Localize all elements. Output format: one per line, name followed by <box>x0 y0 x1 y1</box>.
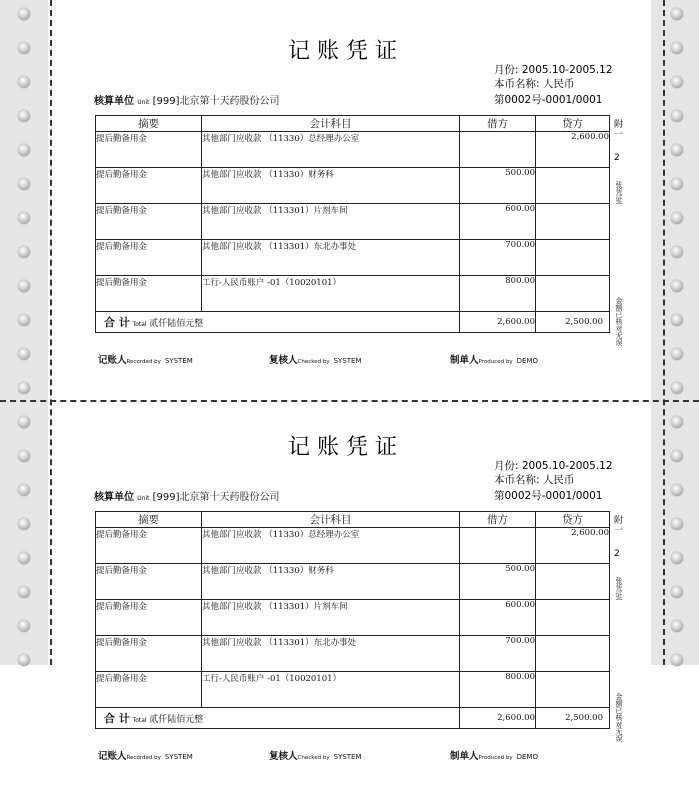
tractor-hole <box>671 212 683 224</box>
attach-dash: 一 <box>614 130 624 140</box>
right-perforation <box>663 0 665 665</box>
total-label: 合 计 <box>104 712 130 725</box>
header-debit: 借方 <box>460 512 536 528</box>
attach-label: 附 <box>614 516 624 526</box>
currency: 本币名称: 人民币 <box>494 78 575 90</box>
side-bottom-note: 金额已核对无误 <box>615 297 623 346</box>
reviewer-sub: Checked by <box>297 755 330 761</box>
row-credit <box>536 600 610 636</box>
header-credit: 贷方 <box>536 512 610 528</box>
attach-label: 附 <box>614 120 624 130</box>
period: 月份: 2005.10-2005.12 <box>494 460 613 472</box>
row-summary: 提后勤备用金 <box>96 528 202 564</box>
tractor-hole <box>18 484 30 496</box>
tractor-hole <box>671 348 683 360</box>
tractor-hole <box>18 110 30 122</box>
row-credit <box>536 564 610 600</box>
total-debit: 2,600.00 <box>460 708 536 729</box>
attach-word: 张凭证( <box>615 181 623 205</box>
maker-label: 制单人 <box>450 751 479 762</box>
tractor-hole <box>671 586 683 598</box>
row-debit: 800.00 <box>460 276 536 312</box>
tractor-hole <box>18 212 30 224</box>
row-credit <box>536 168 610 204</box>
bookkeeper-label: 记账人 <box>98 751 127 762</box>
unit-value: [999]北京第十天药股份公司 <box>152 492 280 503</box>
total-debit: 2,600.00 <box>460 312 536 333</box>
bookkeeper-label: 记账人 <box>98 355 127 366</box>
tractor-hole <box>671 144 683 156</box>
total-credit: 2,500.00 <box>536 312 610 333</box>
tractor-hole <box>18 586 30 598</box>
tractor-hole <box>671 416 683 428</box>
tractor-hole <box>18 416 30 428</box>
row-summary: 提后勤备用金 <box>96 132 202 168</box>
maker-value: DEMO <box>516 357 538 365</box>
table-row <box>96 132 610 168</box>
tractor-hole <box>671 518 683 530</box>
maker-value: DEMO <box>516 753 538 761</box>
accounting-unit <box>94 488 279 503</box>
attach-word: 张凭证( <box>615 577 623 601</box>
bookkeeper-signature <box>98 352 193 366</box>
row-account: 其他部门应收款 （11330）财务科 <box>202 168 460 204</box>
row-account: 工行-人民币账户 -01（10020101） <box>202 672 460 708</box>
row-summary: 提后勤备用金 <box>96 600 202 636</box>
reviewer-label: 复核人 <box>269 751 298 762</box>
reviewer-signature <box>269 748 362 762</box>
table-row <box>96 672 610 708</box>
row-debit: 600.00 <box>460 204 536 240</box>
tractor-hole <box>18 450 30 462</box>
tractor-hole <box>671 76 683 88</box>
tractor-hole <box>18 42 30 54</box>
maker-signature <box>450 352 538 366</box>
header-summary: 摘要 <box>96 116 202 132</box>
tractor-hole <box>671 246 683 258</box>
table-row <box>96 600 610 636</box>
tractor-hole <box>18 280 30 292</box>
total-cell <box>96 312 460 333</box>
voucher-table <box>95 511 610 729</box>
row-account: 其他部门应收款 （11330）总经理办公室 <box>202 528 460 564</box>
maker-signature <box>450 748 538 762</box>
tractor-hole <box>18 620 30 632</box>
reviewer-value: SYSTEM <box>333 753 362 761</box>
bookkeeper-value: SYSTEM <box>164 357 193 365</box>
tractor-hole <box>671 620 683 632</box>
row-summary: 提后勤备用金 <box>96 672 202 708</box>
tractor-hole <box>18 76 30 88</box>
row-debit: 500.00 <box>460 168 536 204</box>
row-credit: 2,600.00 <box>536 528 610 564</box>
row-summary: 提后勤备用金 <box>96 276 202 312</box>
tractor-hole <box>18 348 30 360</box>
row-summary: 提后勤备用金 <box>96 240 202 276</box>
tractor-hole <box>671 654 683 666</box>
reviewer-signature <box>269 352 362 366</box>
currency: 本币名称: 人民币 <box>494 474 575 486</box>
maker-label: 制单人 <box>450 355 479 366</box>
row-credit <box>536 204 610 240</box>
header-account: 会计科目 <box>202 512 460 528</box>
table-header <box>96 116 610 132</box>
period: 月份: 2005.10-2005.12 <box>494 64 613 76</box>
tractor-hole <box>671 314 683 326</box>
voucher-number: 第0002号-0001/0001 <box>494 490 603 502</box>
total-cell <box>96 708 460 729</box>
tractor-hole <box>671 42 683 54</box>
reviewer-value: SYSTEM <box>333 357 362 365</box>
tractor-hole <box>18 246 30 258</box>
table-row <box>96 240 610 276</box>
table-row <box>96 564 610 600</box>
tractor-hole <box>18 552 30 564</box>
tractor-hole <box>18 144 30 156</box>
row-debit <box>460 528 536 564</box>
unit-sub: Unit <box>137 495 150 502</box>
row-account: 其他部门应收款 （11330）总经理办公室 <box>202 132 460 168</box>
row-account: 其他部门应收款 （113301）东北办事处 <box>202 636 460 672</box>
row-credit <box>536 672 610 708</box>
header-summary: 摘要 <box>96 512 202 528</box>
total-words: 贰仟陆佰元整 <box>149 319 204 329</box>
tractor-hole <box>18 314 30 326</box>
row-debit: 700.00 <box>460 240 536 276</box>
tractor-hole <box>671 178 683 190</box>
voucher-number: 第0002号-0001/0001 <box>494 94 603 106</box>
table-row <box>96 168 610 204</box>
voucher <box>52 4 660 399</box>
total-sub: Total <box>132 717 147 724</box>
row-account: 其他部门应收款 （11330）财务科 <box>202 564 460 600</box>
row-account: 工行-人民币账户 -01（10020101） <box>202 276 460 312</box>
row-summary: 提后勤备用金 <box>96 204 202 240</box>
bookkeeper-signature <box>98 748 193 762</box>
header-account: 会计科目 <box>202 116 460 132</box>
row-debit: 500.00 <box>460 564 536 600</box>
row-credit: 2,600.00 <box>536 132 610 168</box>
row-debit <box>460 132 536 168</box>
total-label: 合 计 <box>104 316 130 329</box>
voucher-table <box>95 115 610 333</box>
side-bottom-note: 金额已核对无误 <box>615 693 623 742</box>
tractor-hole <box>671 484 683 496</box>
attach-count: 2 <box>614 153 620 163</box>
table-row <box>96 204 610 240</box>
total-credit: 2,500.00 <box>536 708 610 729</box>
unit-label: 核算单位 <box>94 96 134 107</box>
tractor-hole <box>18 654 30 666</box>
row-debit: 600.00 <box>460 600 536 636</box>
reviewer-label: 复核人 <box>269 355 298 366</box>
total-words: 贰仟陆佰元整 <box>149 715 204 725</box>
unit-sub: Unit <box>137 99 150 106</box>
row-account: 其他部门应收款 （113301）片剂车间 <box>202 600 460 636</box>
maker-sub: Produced by <box>478 755 513 761</box>
bookkeeper-sub: Recorded by <box>126 755 161 761</box>
accounting-unit <box>94 92 279 107</box>
attach-count: 2 <box>614 549 620 559</box>
tractor-hole <box>18 8 30 20</box>
bookkeeper-value: SYSTEM <box>164 753 193 761</box>
row-summary: 提后勤备用金 <box>96 564 202 600</box>
row-credit <box>536 636 610 672</box>
tractor-hole <box>671 382 683 394</box>
tractor-hole <box>671 8 683 20</box>
row-account: 其他部门应收款 （113301）片剂车间 <box>202 204 460 240</box>
tractor-hole <box>671 110 683 122</box>
header-debit: 借方 <box>460 116 536 132</box>
row-account: 其他部门应收款 （113301）东北办事处 <box>202 240 460 276</box>
unit-label: 核算单位 <box>94 492 134 503</box>
tractor-hole <box>671 450 683 462</box>
row-debit: 700.00 <box>460 636 536 672</box>
tractor-hole <box>18 178 30 190</box>
voucher <box>52 400 660 795</box>
table-row <box>96 276 610 312</box>
tractor-hole <box>18 382 30 394</box>
row-credit <box>536 276 610 312</box>
voucher-title: 记账凭证 <box>288 435 405 460</box>
tractor-hole <box>18 518 30 530</box>
table-row <box>96 636 610 672</box>
bookkeeper-sub: Recorded by <box>126 359 161 365</box>
total-row <box>96 708 610 729</box>
left-tractor-strip <box>0 0 48 665</box>
attach-dash: 一 <box>614 526 624 536</box>
table-header <box>96 512 610 528</box>
table-row <box>96 528 610 564</box>
unit-value: [999]北京第十天药股份公司 <box>152 96 280 107</box>
row-debit: 800.00 <box>460 672 536 708</box>
header-credit: 贷方 <box>536 116 610 132</box>
row-credit <box>536 240 610 276</box>
tractor-hole <box>671 552 683 564</box>
reviewer-sub: Checked by <box>297 359 330 365</box>
row-summary: 提后勤备用金 <box>96 168 202 204</box>
maker-sub: Produced by <box>478 359 513 365</box>
total-row <box>96 312 610 333</box>
total-sub: Total <box>132 321 147 328</box>
tractor-hole <box>671 280 683 292</box>
row-summary: 提后勤备用金 <box>96 636 202 672</box>
voucher-title: 记账凭证 <box>288 39 405 64</box>
